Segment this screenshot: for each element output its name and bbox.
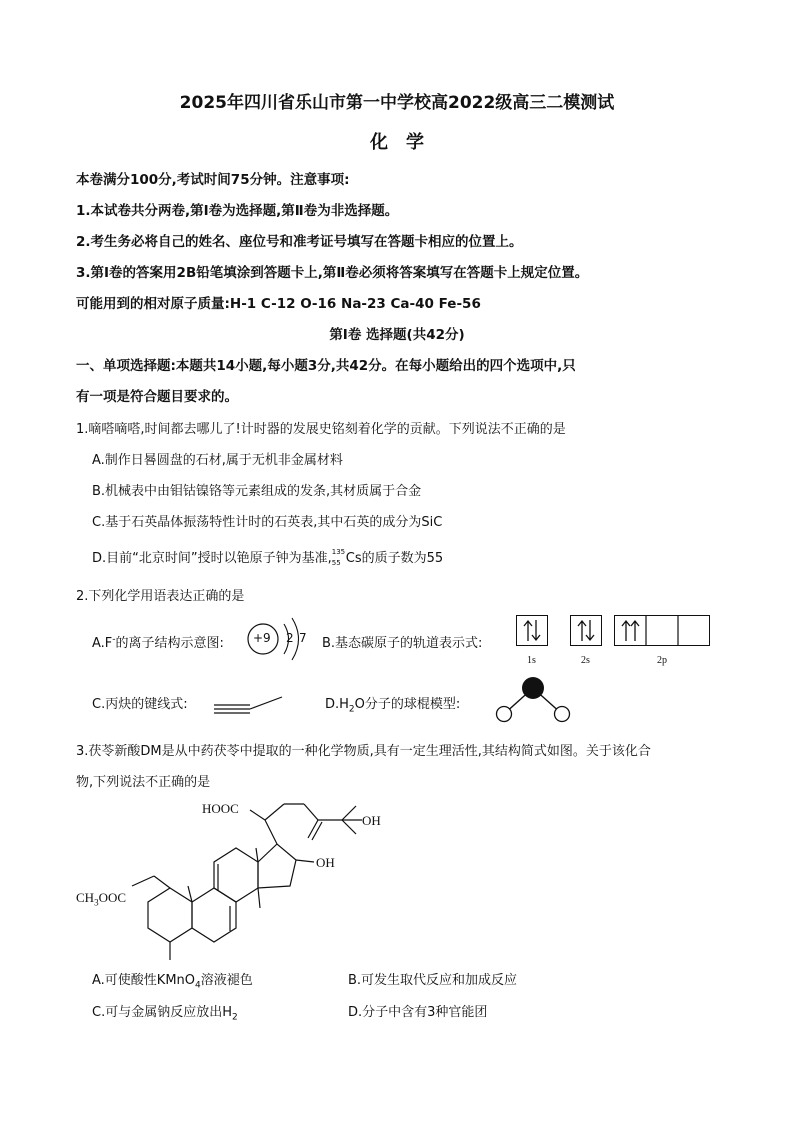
isotope-mass: 135 — [331, 547, 346, 556]
section-description-line1: 一、单项选择题:本题共14小题,每小题3分,共42分。在每小题给出的四个选项中,只 — [76, 358, 576, 374]
spin-pair-arrows-icon — [571, 616, 601, 645]
q2-option-d-label — [325, 693, 460, 715]
q1-stem: 1.嘀嗒嘀嗒,时间都去哪儿了!计时器的发展史铭刻着化学的贡献。下列说法不正确的是 — [76, 422, 566, 437]
spin-pair-arrows-icon — [517, 616, 547, 645]
isotope-symbol: Cs — [345, 551, 362, 566]
ester-group-label — [76, 890, 126, 908]
q3-option-c — [92, 1001, 238, 1023]
q2-option-d-text: D.H — [325, 697, 349, 712]
q1-option-c: C.基于石英晶体振荡特性计时的石英表,其中石英的成分为SiC — [92, 515, 443, 530]
carboxyl-label: HOOC — [202, 801, 239, 816]
isotope-atomic-number: 55 — [331, 558, 341, 567]
orbital-2p-label: 2p — [657, 655, 667, 666]
instruction-item-1: 1.本试卷共分两卷,第Ⅰ卷为选择题,第Ⅱ卷为非选择题。 — [76, 203, 399, 219]
q2-option-b-label: B.基态碳原子的轨道表示式: — [322, 636, 483, 651]
q3-option-d: D.分子中含有3种官能团 — [348, 1005, 488, 1020]
ester-label-ooc: OOC — [98, 890, 127, 905]
shell-1-electrons: 2 — [286, 631, 294, 645]
q3-option-a — [92, 969, 253, 991]
water-ball-and-stick-model — [492, 674, 574, 726]
hydrogen-subscript: 2 — [232, 1012, 238, 1023]
shell-2-electrons: 7 — [299, 631, 307, 645]
q1-option-d-tail: 的质子数为55 — [361, 551, 444, 566]
q1-option-a: A.制作日晷圆盘的石材,属于无机非金属材料 — [92, 453, 343, 468]
q2-option-a-label: A.F — [92, 636, 113, 651]
hydrogen-atom — [497, 707, 512, 722]
q3-stem-line2: 物,下列说法不正确的是 — [76, 775, 211, 790]
atomic-masses: 可能用到的相对原子质量:H-1 C-12 O-16 Na-23 Ca-40 Fe-56 — [76, 296, 481, 312]
orbital-2s-box — [570, 615, 602, 646]
q3-option-a-text: A.可使酸性KMnO — [92, 973, 196, 988]
fluoride-charge: - — [112, 634, 116, 645]
q2-option-a — [92, 632, 224, 651]
q1-option-d — [92, 547, 443, 566]
2p-arrows-icon — [615, 616, 709, 645]
ester-label-subscript: 3 — [94, 897, 99, 908]
orbital-1s-label: 1s — [527, 655, 536, 666]
instructions-intro: 本卷满分100分,考试时间75分钟。注意事项: — [76, 172, 350, 188]
hydroxyl-label-ring: OH — [316, 855, 335, 870]
orbital-2p-box — [614, 615, 710, 646]
permanganate-subscript: 4 — [195, 980, 201, 991]
q2-option-c-label: C.丙炔的键线式: — [92, 697, 188, 712]
exam-title: 2025年四川省乐山市第一中学校高2022级高三二模测试 — [179, 93, 615, 113]
orbital-1s-box — [516, 615, 548, 646]
q2-stem: 2.下列化学用语表达正确的是 — [76, 589, 245, 604]
q2-option-a-text: 的离子结构示意图: — [115, 636, 224, 651]
q1-option-d-text: D.目前“北京时间”授时以铯原子钟为基准, — [92, 551, 332, 566]
q3-option-b: B.可发生取代反应和加成反应 — [348, 973, 518, 988]
ester-label-ch: CH — [76, 890, 95, 905]
subject-title: 化学 — [370, 132, 442, 153]
q2-option-d-tail: O分子的球棍模型: — [354, 697, 461, 712]
instruction-item-3: 3.第Ⅰ卷的答案用2B铅笔填涂到答题卡上,第Ⅱ卷必须将答案填写在答题卡上规定位置。 — [76, 265, 589, 281]
q3-option-a-tail: 溶液褪色 — [200, 973, 253, 988]
instruction-item-2: 2.考生务必将自己的姓名、座位号和准考证号填写在答题卡相应的位置上。 — [76, 234, 523, 250]
oxygen-atom — [522, 677, 544, 699]
cesium-isotope — [331, 547, 346, 567]
q1-option-b: B.机械表中由钼钴镍铬等元素组成的发条,其材质属于合金 — [92, 484, 422, 499]
propyne-skeletal-formula — [212, 694, 286, 716]
nucleus-charge: +9 — [253, 631, 271, 645]
water-subscript: 2 — [348, 704, 355, 715]
section-heading: 第Ⅰ卷 选择题(共42分) — [329, 327, 465, 343]
q3-option-c-text: C.可与金属钠反应放出H — [92, 1005, 232, 1020]
hydrogen-atom — [555, 707, 570, 722]
q3-stem-line1: 3.茯苓新酸DM是从中药茯苓中提取的一种化学物质,具有一定生理活性,其结构简式如图。关于该化合 — [76, 744, 651, 759]
hydroxyl-label-side-chain: OH — [362, 813, 381, 828]
orbital-2s-label: 2s — [581, 655, 590, 666]
section-description-line2: 有一项是符合题目要求的。 — [76, 389, 238, 405]
